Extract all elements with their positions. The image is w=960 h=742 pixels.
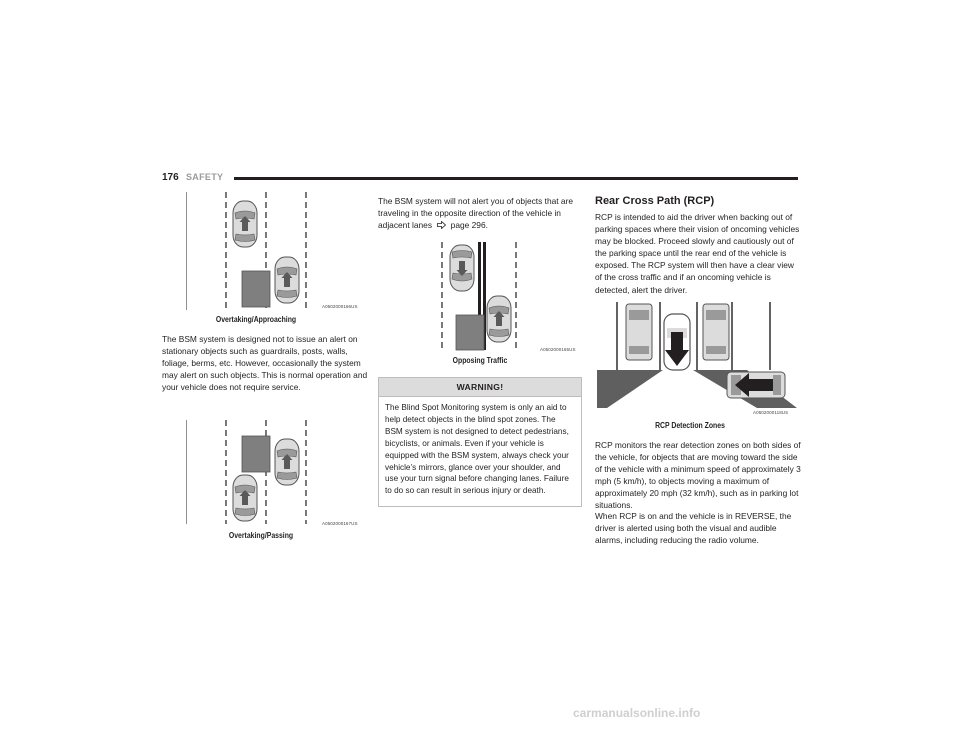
figure-code: A0502000166US	[322, 304, 358, 309]
figure-rcp-detection-zones	[597, 300, 797, 418]
page-header	[162, 172, 798, 186]
car-icon	[487, 296, 511, 342]
page-number: 176	[162, 172, 179, 183]
figure-overtaking-approaching	[186, 192, 366, 320]
car-icon	[275, 257, 299, 303]
figure-opposing-traffic	[436, 242, 586, 354]
bsm-opposing-paragraph	[378, 195, 584, 231]
rcp-intro-paragraph: RCP is intended to aid the driver when backing out of parking spaces where their vision of oncoming vehicles may be blocked. Proceed slowly and cautiously out of the parking space until the rear end of the vehicle is exposed. The RCP system will then have a clear view of the cross traffic and if an oncoming vehicle is detected, alert the driver.	[595, 212, 800, 295]
parked-suv-left-icon	[626, 304, 652, 360]
watermark-link[interactable]: carmanualsonline.info	[573, 706, 701, 720]
reference-arrow-icon	[437, 221, 446, 229]
figure-code: A0502000118US	[753, 410, 789, 415]
opposing-text: The BSM system will not alert you of objects that are traveling in the opposite direction of the vehicle in adjacent lanes	[378, 196, 574, 231]
car-icon	[233, 475, 257, 521]
car-icon	[275, 439, 299, 485]
bsm-stationary-paragraph: The BSM system is designed not to issue an alert on stationary objects such as guardrails, posts, walls, foliage, berms, etc. However, occasionally the system may alert on such objects. This is normal operation and your vehicle does not require service.	[162, 334, 368, 393]
figure-caption: Opposing Traffic	[452, 356, 508, 365]
rcp-heading: Rear Cross Path (RCP)	[595, 195, 715, 207]
figure-caption: RCP Detection Zones	[655, 421, 725, 430]
car-icon	[450, 245, 474, 291]
figure-code: A0502000167US	[322, 521, 358, 526]
section-title: SAFETY	[186, 172, 224, 182]
figure-caption: Overtaking/Approaching	[215, 315, 297, 324]
figure-caption: Overtaking/Passing	[228, 531, 294, 540]
rcp-monitor-paragraph: RCP monitors the rear detection zones on both sides of the vehicle, for objects that are moving toward the side of the vehicle with a minimum speed of approximately 3 mph (5 km/h), to objects moving a maximum of approximately 20 mph (32 km/h), such as in parking lot situations.	[595, 440, 801, 511]
overtaking-passing-diagram	[186, 420, 366, 530]
parked-suv-right-icon	[703, 304, 729, 360]
warning-body: The Blind Spot Monitoring system is only an aid to help detect objects in the blind spot zones. The BSM system is not designed to detect pedestrians, bicyclists, or animals. Even if your vehicle is equipped with the BSM system, always check your vehicle’s mirrors, glance over your shoulder, and use your turn signal before changing lanes. Failure to do so can result in serious injury or death.	[385, 403, 569, 496]
overtaking-approaching-diagram	[186, 192, 366, 320]
rcp-reverse-paragraph: When RCP is on and the vehicle is in REVERSE, the driver is alerted using both the visual and audible alarms, including reducing the radio volume.	[595, 511, 792, 546]
rcp-detection-diagram	[597, 300, 797, 418]
figure-overtaking-passing	[186, 420, 366, 530]
figure-code: A0502000165US	[540, 347, 576, 352]
warning-title: WARNING!	[379, 378, 581, 397]
car-icon	[233, 201, 257, 247]
opposing-traffic-diagram	[436, 242, 586, 354]
header-rule	[234, 177, 798, 180]
page-reference-link[interactable]: page 296.	[450, 220, 488, 231]
warning-box	[378, 377, 582, 507]
